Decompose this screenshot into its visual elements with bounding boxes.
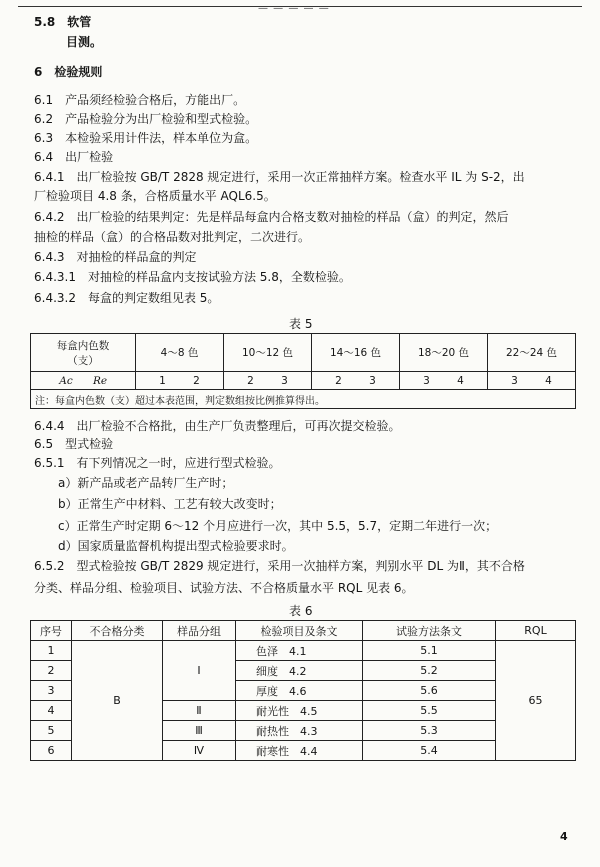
group-cell: Ⅳ [163,741,236,761]
re-label: Re [92,374,108,387]
table-6-header: 检验项目及条文 [236,621,363,641]
para-6-4-3-1: 6.4.3.1 对抽检的样品盒内支按试验方法 5.8，全数检验。 [34,270,351,284]
page-number: 4 [560,830,568,843]
table-5-group: 18～20 色 [400,334,488,372]
group-cell: Ⅲ [163,721,236,741]
group-cell: Ⅰ [163,641,236,701]
section-5-8-heading: 5.8 软管 [34,15,92,29]
para-6-4-1-line1: 6.4.1 出厂检验按 GB/T 2828 规定进行，采用一次正常抽样方案。检查水平 IL 为 S-2，出 [34,170,525,184]
para-6-2: 6.2 产品检验分为出厂检验和型式检验。 [34,112,258,126]
list-item: b）正常生产中材料、工艺有较大改变时； [58,497,282,511]
para-6-4-3-2: 6.4.3.2 每盒的判定数组见表 5。 [34,291,220,305]
para-6-5-2-line2: 分类、样品分组、检验项目、试验方法、不合格质量水平 RQL 见表 6。 [34,581,414,595]
para-6-1: 6.1 产品须经检验合格后，方能出厂。 [34,93,246,107]
table-6 [30,620,576,761]
table-5 [30,333,576,409]
header-rule [18,3,582,14]
group-cell: Ⅱ [163,701,236,721]
section-5-8-body: 目测。 [66,35,103,49]
table-5-head-label: 每盒内色数 （支） [31,334,136,372]
table-5-caption: 表 5 [289,317,313,331]
table-row: 2 细度 4.2 5.2 [31,661,576,681]
table-row: 4 Ⅱ 耐光性 4.5 5.5 [31,701,576,721]
table-5-values: 2 3 [312,372,400,390]
table-5-group: 22～24 色 [488,334,576,372]
para-6-4-4: 6.4.4 出厂检验不合格批，由生产厂负责整理后，可再次提交检验。 [34,419,401,433]
list-item: d）国家质量监督机构提出型式检验要求时。 [58,539,294,553]
para-6-5: 6.5 型式检验 [34,437,114,451]
table-6-caption: 表 6 [289,604,313,618]
table-5-ac-re-label [31,372,136,390]
rql-cell: 65 [496,641,576,761]
ac-label: Ac [59,374,73,387]
para-6-4: 6.4 出厂检验 [34,150,114,164]
section-6-heading: 6 检验规则 [34,65,103,79]
table-6-header: 试验方法条文 [363,621,496,641]
table-5-group: 10～12 色 [224,334,312,372]
header-text: — — — — — [258,3,330,14]
para-6-4-1-line2: 厂检验项目 4.8 条，合格质量水平 AQL6.5。 [34,189,276,203]
category-cell: B [72,641,163,761]
para-6-4-2-line1: 6.4.2 出厂检验的结果判定：先是样品每盒内合格支数对抽检的样品（盒）的判定，然后 [34,210,509,224]
table-5-values: 3 4 [400,372,488,390]
table-5-group: 14～16 色 [312,334,400,372]
para-6-3: 6.3 本检验采用计件法，样本单位为盒。 [34,131,258,145]
table-5-group: 4～8 色 [136,334,224,372]
table-5-values: 3 4 [488,372,576,390]
table-row: 5 Ⅲ 耐热性 4.3 5.3 [31,721,576,741]
table-6-header: 样品分组 [163,621,236,641]
para-6-5-1: 6.5.1 有下列情况之一时，应进行型式检验。 [34,456,281,470]
table-6-header: 不合格分类 [72,621,163,641]
list-item: a）新产品或老产品转厂生产时； [58,476,234,490]
para-6-4-3: 6.4.3 对抽检的样品盒的判定 [34,250,197,264]
list-item: c）正常生产时定期 6～12 个月应进行一次，其中 5.5，5.7，定期二年进行一次； [58,519,498,533]
para-6-5-2-line1: 6.5.2 型式检验按 GB/T 2829 规定进行，采用一次抽样方案，判别水平 DL 为Ⅱ，其不合格 [34,559,525,573]
table-5-note: 注：每盒内色数（支）超过本表范围，判定数组按比例推算得出。 [31,390,576,409]
table-5-values: 2 3 [224,372,312,390]
table-5-values: 1 2 [136,372,224,390]
table-row: 6 Ⅳ 耐寒性 4.4 5.4 [31,741,576,761]
table-6-header: RQL [496,621,576,641]
table-row: 3 厚度 4.6 5.6 [31,681,576,701]
table-row: 1 B Ⅰ 色泽 4.1 5.1 65 [31,641,576,661]
table-6-header: 序号 [31,621,72,641]
para-6-4-2-line2: 抽检的样品（盒）的合格品数对批判定，二次进行。 [34,230,311,244]
